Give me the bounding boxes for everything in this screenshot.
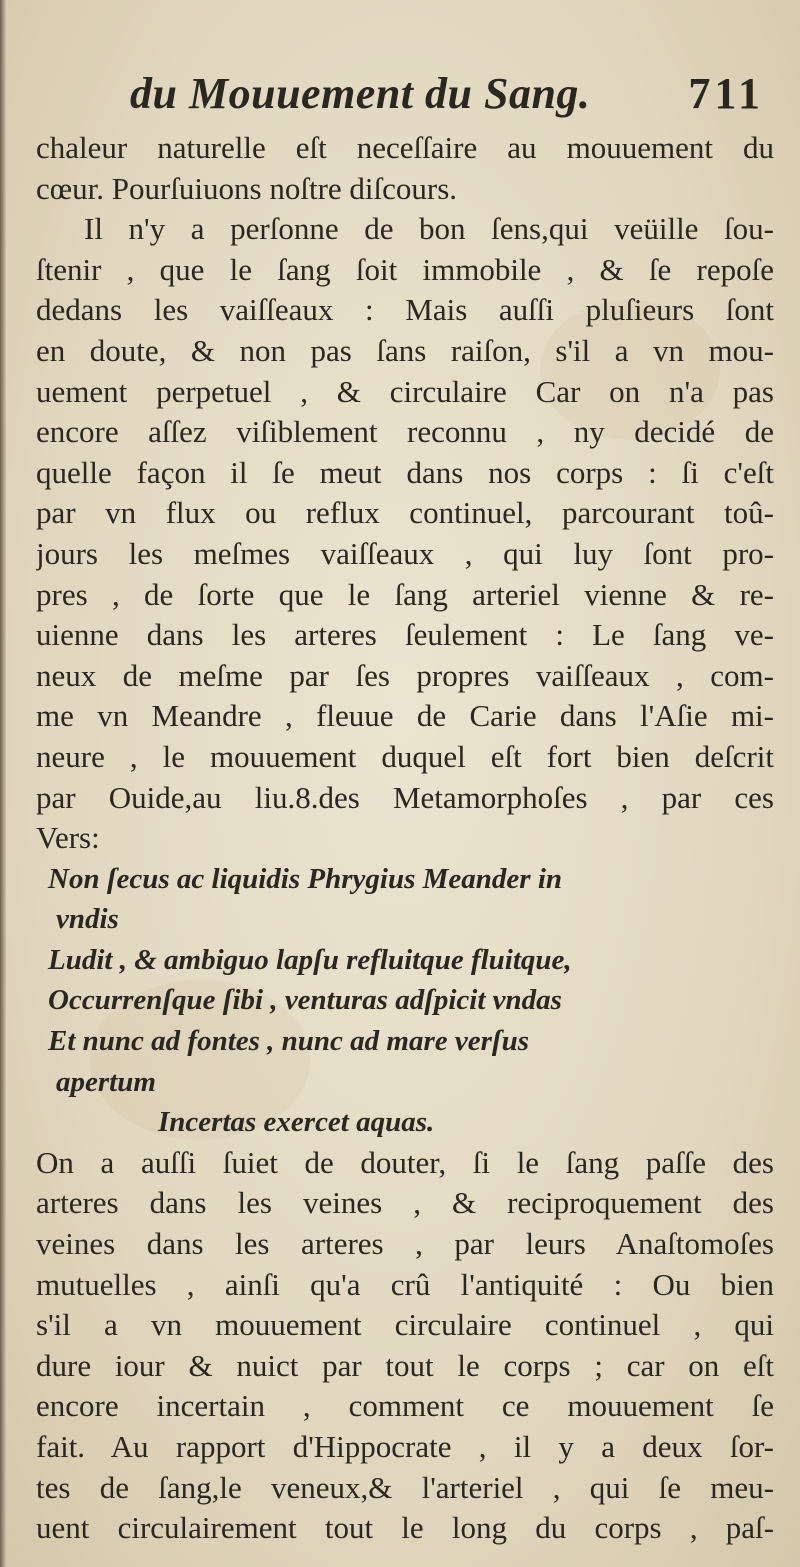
body-text (36, 128, 774, 1549)
text-line: en doute, & non pas ſans raiſon, s'il a vn mou- (36, 332, 774, 368)
text-line: tes de ſang,le veneux,& l'arteriel , qui ſe meu- (36, 1469, 774, 1505)
page-header (130, 68, 770, 128)
text-line: cœur. Pourſuiuons noſtre diſcours. (36, 170, 458, 206)
text-line: veines dans les arteres , par leurs Anaſtomoſes (36, 1226, 774, 1262)
verse-line: Non ſecus ac liquidis Phrygius Meander in (48, 862, 562, 895)
text-line: dedans les vaiſſeaux : Mais auſſi pluſieurs ſont (36, 292, 774, 328)
text-line: quelle façon il ſe meut dans nos corps : ſi c'eſt (36, 454, 774, 490)
verse-line: vndis (56, 903, 119, 936)
text-line: arteres dans les veines , & reciproquement des (36, 1185, 774, 1221)
text-line: dure iour & nuict par tout le corps ; car on eſt (36, 1347, 774, 1383)
text-line: Vers: (36, 820, 100, 856)
verse-line: Ludit , & ambiguo lapſu refluitque fluitque, (48, 943, 572, 976)
text-line: uement perpetuel , & circulaire Car on n'a pas (36, 373, 774, 409)
text-line: ſtenir , que le ſang ſoit immobile , & ſe repoſe (36, 251, 774, 287)
text-line: uent circulairement tout le long du corps , paſ- (36, 1510, 774, 1546)
text-line: mutuelles , ainſi qu'a crû l'antiquité : Ou bien (36, 1266, 774, 1302)
verse-line: apertum (56, 1065, 156, 1098)
text-line: encore incertain , comment ce mouuement ſe (36, 1388, 774, 1424)
text-line: par vn flux ou reflux continuel, parcourant toû- (36, 495, 774, 531)
text-line: neure , le mouuement duquel eſt fort bien deſcrit (36, 738, 774, 774)
text-line: neux de meſme par ſes propres vaiſſeaux , com- (36, 657, 774, 693)
text-line: pres , de ſorte que le ſang arteriel vienne & re- (36, 576, 774, 612)
text-line: par Ouide,au liu.8.des Metamorphoſes , par ces (36, 779, 774, 815)
verse-line: Incertas exercet aquas. (158, 1106, 435, 1139)
verse-line: Occurrenſque ſibi , venturas adſpicit vndas (48, 984, 562, 1017)
text-line: fait. Au rapport d'Hippocrate , il y a deux ſor- (36, 1429, 774, 1464)
text-line: jours les meſmes vaiſſeaux , qui luy ſont pro- (36, 535, 774, 571)
text-line: chaleur naturelle eſt neceſſaire au mouuement du (36, 130, 774, 165)
text-line: me vn Meandre , fleuue de Carie dans l'Aſie mi- (36, 698, 774, 734)
text-line: s'il a vn mouuement circulaire continuel , qui (36, 1307, 774, 1343)
verse-line: Et nunc ad fontes , nunc ad mare verſus (48, 1025, 529, 1058)
page-number: 711 (688, 69, 764, 118)
text-line: uienne dans les arteres ſeulement : Le ſang ve- (36, 617, 774, 653)
running-title: du Mouuement du Sang. (130, 69, 591, 118)
text-line: Il n'y a perſonne de bon ſens,qui veüille ſou- (84, 211, 774, 247)
text-line: On a auſſi ſuiet de douter, ſi le ſang paſſe des (36, 1144, 774, 1180)
text-line: encore aſſez viſiblement reconnu , ny decidé de (36, 414, 774, 450)
latin-verse-quote (36, 859, 774, 1143)
page-gutter-edge (0, 0, 6, 1567)
